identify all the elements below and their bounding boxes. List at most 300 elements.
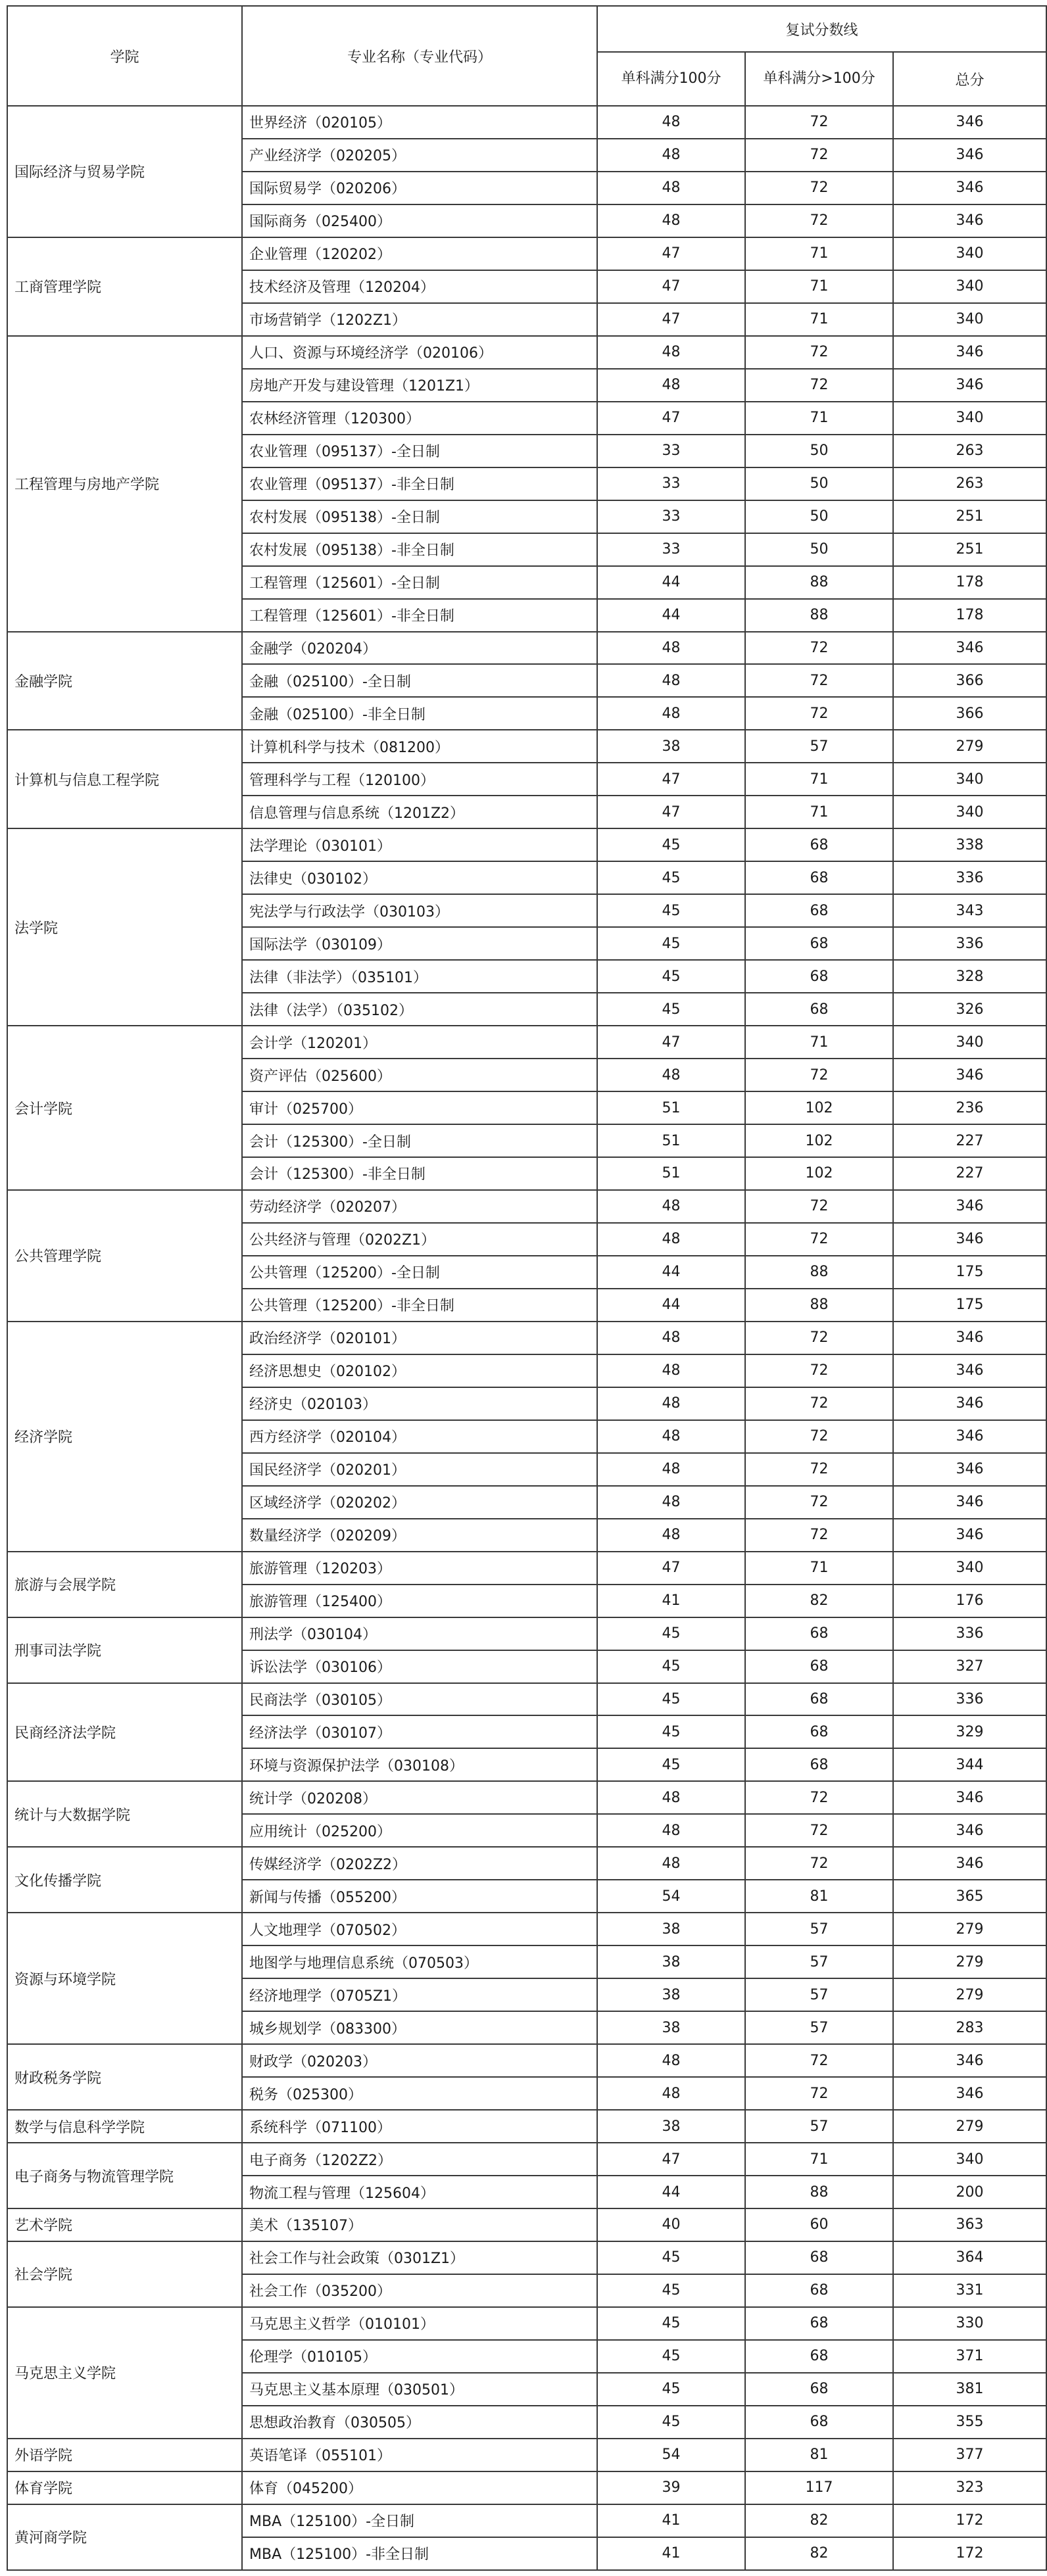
- single-gt100-cell: 50: [745, 467, 893, 500]
- single-gt100-cell: 57: [745, 1978, 893, 2011]
- major-cell: 区域经济学（020202）: [242, 1486, 597, 1519]
- single-100-cell: 51: [597, 1157, 745, 1190]
- single-100-cell: 45: [597, 1715, 745, 1748]
- single-gt100-cell: 68: [745, 1650, 893, 1683]
- single-100-cell: 48: [597, 1322, 745, 1354]
- college-cell: 资源与环境学院: [7, 1913, 242, 2044]
- single-gt100-cell: 72: [745, 697, 893, 730]
- single-gt100-cell: 71: [745, 402, 893, 435]
- total-cell: 363: [893, 2208, 1046, 2241]
- major-cell: 公共管理（125200）-全日制: [242, 1256, 597, 1289]
- header-score-group: 复试分数线: [597, 6, 1046, 52]
- major-cell: 工程管理（125601）-全日制: [242, 566, 597, 599]
- single-100-cell: 44: [597, 599, 745, 632]
- total-cell: 326: [893, 993, 1046, 1026]
- major-cell: 农业管理（095137）-非全日制: [242, 467, 597, 500]
- single-gt100-cell: 72: [745, 1190, 893, 1223]
- table-row: [7, 1847, 1046, 1880]
- major-cell: 数量经济学（020209）: [242, 1519, 597, 1552]
- major-cell: 财政学（020203）: [242, 2044, 597, 2077]
- total-cell: 340: [893, 763, 1046, 796]
- major-cell: 国民经济学（020201）: [242, 1453, 597, 1486]
- single-100-cell: 47: [597, 796, 745, 828]
- single-100-cell: 48: [597, 106, 745, 139]
- single-gt100-cell: 88: [745, 2176, 893, 2208]
- single-gt100-cell: 88: [745, 599, 893, 632]
- single-100-cell: 54: [597, 1880, 745, 1913]
- total-cell: 336: [893, 1683, 1046, 1716]
- major-cell: 农村发展（095138）-非全日制: [242, 533, 597, 566]
- single-100-cell: 45: [597, 2340, 745, 2373]
- single-100-cell: 45: [597, 828, 745, 861]
- single-gt100-cell: 68: [745, 861, 893, 894]
- major-cell: 旅游管理（125400）: [242, 1585, 597, 1617]
- total-cell: 346: [893, 1059, 1046, 1091]
- single-100-cell: 48: [597, 2077, 745, 2110]
- major-cell: 系统科学（071100）: [242, 2110, 597, 2143]
- total-cell: 175: [893, 1256, 1046, 1289]
- single-gt100-cell: 72: [745, 172, 893, 204]
- table-row: [7, 2307, 1046, 2340]
- single-100-cell: 47: [597, 303, 745, 336]
- total-cell: 330: [893, 2307, 1046, 2340]
- single-100-cell: 38: [597, 2110, 745, 2143]
- major-cell: 资产评估（025600）: [242, 1059, 597, 1091]
- single-gt100-cell: 82: [745, 2504, 893, 2537]
- total-cell: 327: [893, 1650, 1046, 1683]
- single-100-cell: 48: [597, 1354, 745, 1387]
- college-cell: 财政税务学院: [7, 2044, 242, 2110]
- college-cell: 艺术学院: [7, 2208, 242, 2241]
- total-cell: 279: [893, 1913, 1046, 1945]
- single-gt100-cell: 72: [745, 204, 893, 237]
- total-cell: 323: [893, 2471, 1046, 2504]
- total-cell: 366: [893, 664, 1046, 697]
- total-cell: 227: [893, 1157, 1046, 1190]
- single-gt100-cell: 72: [745, 1486, 893, 1519]
- single-gt100-cell: 68: [745, 2274, 893, 2307]
- single-gt100-cell: 57: [745, 1913, 893, 1945]
- single-100-cell: 48: [597, 664, 745, 697]
- table-row: [7, 1617, 1046, 1650]
- major-cell: 伦理学（010105）: [242, 2340, 597, 2373]
- total-cell: 263: [893, 435, 1046, 467]
- major-cell: 国际法学（030109）: [242, 927, 597, 960]
- total-cell: 283: [893, 2011, 1046, 2044]
- major-cell: 公共经济与管理（0202Z1）: [242, 1223, 597, 1256]
- major-cell: MBA（125100）-全日制: [242, 2504, 597, 2537]
- total-cell: 176: [893, 1585, 1046, 1617]
- header-single-gt100: 单科满分>100分: [745, 52, 893, 106]
- single-gt100-cell: 50: [745, 500, 893, 533]
- table-row: [7, 106, 1046, 139]
- single-100-cell: 48: [597, 1781, 745, 1814]
- single-100-cell: 38: [597, 730, 745, 763]
- single-gt100-cell: 71: [745, 2143, 893, 2176]
- single-gt100-cell: 68: [745, 894, 893, 927]
- single-100-cell: 45: [597, 2373, 745, 2406]
- major-cell: 农村发展（095138）-全日制: [242, 500, 597, 533]
- major-cell: 会计（125300）-全日制: [242, 1124, 597, 1157]
- major-cell: 国际贸易学（020206）: [242, 172, 597, 204]
- single-100-cell: 44: [597, 1289, 745, 1322]
- single-gt100-cell: 72: [745, 1453, 893, 1486]
- single-100-cell: 48: [597, 1453, 745, 1486]
- table-header: [7, 6, 1046, 106]
- single-gt100-cell: 72: [745, 1354, 893, 1387]
- major-cell: 会计学（120201）: [242, 1026, 597, 1059]
- major-cell: 社会工作（035200）: [242, 2274, 597, 2307]
- college-cell: 黄河商学院: [7, 2504, 242, 2570]
- college-cell: 金融学院: [7, 632, 242, 730]
- single-gt100-cell: 72: [745, 1519, 893, 1552]
- single-100-cell: 48: [597, 632, 745, 665]
- table-row: [7, 2110, 1046, 2143]
- table-row: [7, 828, 1046, 861]
- single-100-cell: 45: [597, 1683, 745, 1716]
- major-cell: 新闻与传播（055200）: [242, 1880, 597, 1913]
- single-100-cell: 41: [597, 2537, 745, 2570]
- major-cell: 公共管理（125200）-非全日制: [242, 1289, 597, 1322]
- major-cell: 法律（法学）（035102）: [242, 993, 597, 1026]
- single-100-cell: 45: [597, 861, 745, 894]
- single-100-cell: 41: [597, 2504, 745, 2537]
- major-cell: 宪法学与行政法学（030103）: [242, 894, 597, 927]
- total-cell: 377: [893, 2439, 1046, 2471]
- total-cell: 346: [893, 336, 1046, 369]
- single-gt100-cell: 68: [745, 1715, 893, 1748]
- major-cell: 统计学（020208）: [242, 1781, 597, 1814]
- header-major: 专业名称（专业代码）: [242, 6, 597, 106]
- single-gt100-cell: 68: [745, 2406, 893, 2439]
- total-cell: 336: [893, 861, 1046, 894]
- single-gt100-cell: 72: [745, 336, 893, 369]
- header-total: 总分: [893, 52, 1046, 106]
- total-cell: 346: [893, 1486, 1046, 1519]
- single-gt100-cell: 72: [745, 1387, 893, 1420]
- total-cell: 227: [893, 1124, 1046, 1157]
- single-gt100-cell: 88: [745, 1289, 893, 1322]
- college-cell: 工商管理学院: [7, 237, 242, 336]
- single-gt100-cell: 57: [745, 1945, 893, 1978]
- college-cell: 计算机与信息工程学院: [7, 730, 242, 828]
- single-gt100-cell: 50: [745, 435, 893, 467]
- major-cell: 民商法学（030105）: [242, 1683, 597, 1716]
- total-cell: 346: [893, 1354, 1046, 1387]
- total-cell: 346: [893, 172, 1046, 204]
- single-gt100-cell: 72: [745, 1420, 893, 1453]
- single-gt100-cell: 72: [745, 1781, 893, 1814]
- college-cell: 国际经济与贸易学院: [7, 106, 242, 237]
- single-100-cell: 45: [597, 2406, 745, 2439]
- major-cell: 企业管理（120202）: [242, 237, 597, 270]
- college-cell: 经济学院: [7, 1322, 242, 1552]
- major-cell: 金融（025100）-全日制: [242, 664, 597, 697]
- college-cell: 民商经济法学院: [7, 1683, 242, 1782]
- single-gt100-cell: 72: [745, 1322, 893, 1354]
- table-body: [7, 106, 1046, 2570]
- single-100-cell: 45: [597, 2241, 745, 2274]
- single-100-cell: 48: [597, 1847, 745, 1880]
- single-gt100-cell: 57: [745, 2011, 893, 2044]
- single-100-cell: 47: [597, 1026, 745, 1059]
- single-gt100-cell: 71: [745, 796, 893, 828]
- single-100-cell: 48: [597, 1387, 745, 1420]
- major-cell: 法律（非法学）（035101）: [242, 960, 597, 993]
- single-gt100-cell: 81: [745, 2439, 893, 2471]
- single-100-cell: 41: [597, 1585, 745, 1617]
- single-gt100-cell: 81: [745, 1880, 893, 1913]
- major-cell: 马克思主义基本原理（030501）: [242, 2373, 597, 2406]
- total-cell: 346: [893, 1387, 1046, 1420]
- total-cell: 346: [893, 1223, 1046, 1256]
- total-cell: 172: [893, 2537, 1046, 2570]
- single-100-cell: 48: [597, 369, 745, 402]
- major-cell: 人文地理学（070502）: [242, 1913, 597, 1945]
- major-cell: 传媒经济学（0202Z2）: [242, 1847, 597, 1880]
- total-cell: 340: [893, 237, 1046, 270]
- major-cell: 西方经济学（020104）: [242, 1420, 597, 1453]
- single-gt100-cell: 72: [745, 1814, 893, 1847]
- single-gt100-cell: 68: [745, 1683, 893, 1716]
- major-cell: 城乡规划学（083300）: [242, 2011, 597, 2044]
- header-single-100: 单科满分100分: [597, 52, 745, 106]
- single-gt100-cell: 60: [745, 2208, 893, 2241]
- major-cell: 体育（045200）: [242, 2471, 597, 2504]
- single-100-cell: 38: [597, 1945, 745, 1978]
- single-100-cell: 48: [597, 2044, 745, 2077]
- major-cell: 国际商务（025400）: [242, 204, 597, 237]
- major-cell: 审计（025700）: [242, 1091, 597, 1124]
- single-gt100-cell: 72: [745, 664, 893, 697]
- single-gt100-cell: 72: [745, 1847, 893, 1880]
- major-cell: 税务（025300）: [242, 2077, 597, 2110]
- total-cell: 340: [893, 270, 1046, 303]
- major-cell: 刑法学（030104）: [242, 1617, 597, 1650]
- total-cell: 346: [893, 1814, 1046, 1847]
- single-100-cell: 45: [597, 894, 745, 927]
- college-cell: 文化传播学院: [7, 1847, 242, 1913]
- total-cell: 346: [893, 1190, 1046, 1223]
- table-row: [7, 336, 1046, 369]
- total-cell: 346: [893, 369, 1046, 402]
- single-100-cell: 39: [597, 2471, 745, 2504]
- major-cell: 房地产开发与建设管理（1201Z1）: [242, 369, 597, 402]
- total-cell: 366: [893, 697, 1046, 730]
- total-cell: 178: [893, 566, 1046, 599]
- total-cell: 364: [893, 2241, 1046, 2274]
- total-cell: 346: [893, 139, 1046, 172]
- major-cell: 政治经济学（020101）: [242, 1322, 597, 1354]
- college-cell: 社会学院: [7, 2241, 242, 2307]
- table-row: [7, 237, 1046, 270]
- major-cell: 经济法学（030107）: [242, 1715, 597, 1748]
- single-gt100-cell: 68: [745, 927, 893, 960]
- single-gt100-cell: 72: [745, 1223, 893, 1256]
- single-100-cell: 48: [597, 1059, 745, 1091]
- college-cell: 公共管理学院: [7, 1190, 242, 1322]
- single-100-cell: 47: [597, 763, 745, 796]
- single-gt100-cell: 88: [745, 1256, 893, 1289]
- major-cell: 计算机科学与技术（081200）: [242, 730, 597, 763]
- single-100-cell: 33: [597, 435, 745, 467]
- single-gt100-cell: 50: [745, 533, 893, 566]
- major-cell: 世界经济（020105）: [242, 106, 597, 139]
- total-cell: 279: [893, 730, 1046, 763]
- single-100-cell: 44: [597, 2176, 745, 2208]
- single-100-cell: 45: [597, 2274, 745, 2307]
- table-row: [7, 1683, 1046, 1716]
- single-100-cell: 45: [597, 1748, 745, 1781]
- college-cell: 会计学院: [7, 1026, 242, 1190]
- total-cell: 365: [893, 1880, 1046, 1913]
- total-cell: 331: [893, 2274, 1046, 2307]
- major-cell: 金融学（020204）: [242, 632, 597, 665]
- major-cell: 金融（025100）-非全日制: [242, 697, 597, 730]
- single-100-cell: 47: [597, 402, 745, 435]
- single-gt100-cell: 71: [745, 303, 893, 336]
- single-gt100-cell: 57: [745, 730, 893, 763]
- single-100-cell: 48: [597, 1519, 745, 1552]
- total-cell: 346: [893, 106, 1046, 139]
- total-cell: 346: [893, 632, 1046, 665]
- single-gt100-cell: 72: [745, 369, 893, 402]
- major-cell: 劳动经济学（020207）: [242, 1190, 597, 1223]
- major-cell: 电子商务（1202Z2）: [242, 2143, 597, 2176]
- total-cell: 346: [893, 1322, 1046, 1354]
- major-cell: 思想政治教育（030505）: [242, 2406, 597, 2439]
- single-gt100-cell: 71: [745, 1552, 893, 1585]
- major-cell: 农业管理（095137）-全日制: [242, 435, 597, 467]
- single-gt100-cell: 72: [745, 2044, 893, 2077]
- total-cell: 346: [893, 1453, 1046, 1486]
- total-cell: 340: [893, 2143, 1046, 2176]
- total-cell: 200: [893, 2176, 1046, 2208]
- table-row: [7, 2044, 1046, 2077]
- major-cell: 环境与资源保护法学（030108）: [242, 1748, 597, 1781]
- table-row: [7, 1552, 1046, 1585]
- header-college: 学院: [7, 6, 242, 106]
- total-cell: 263: [893, 467, 1046, 500]
- single-gt100-cell: 68: [745, 1617, 893, 1650]
- total-cell: 336: [893, 1617, 1046, 1650]
- single-100-cell: 48: [597, 1486, 745, 1519]
- total-cell: 172: [893, 2504, 1046, 2537]
- single-100-cell: 47: [597, 1552, 745, 1585]
- total-cell: 340: [893, 1026, 1046, 1059]
- single-100-cell: 48: [597, 1814, 745, 1847]
- single-100-cell: 54: [597, 2439, 745, 2471]
- major-cell: 经济思想史（020102）: [242, 1354, 597, 1387]
- single-100-cell: 45: [597, 960, 745, 993]
- major-cell: 马克思主义哲学（010101）: [242, 2307, 597, 2340]
- single-gt100-cell: 68: [745, 2307, 893, 2340]
- single-100-cell: 47: [597, 237, 745, 270]
- major-cell: 农林经济管理（120300）: [242, 402, 597, 435]
- table-row: [7, 1026, 1046, 1059]
- table-row: [7, 632, 1046, 665]
- major-cell: 经济史（020103）: [242, 1387, 597, 1420]
- total-cell: 371: [893, 2340, 1046, 2373]
- single-gt100-cell: 68: [745, 993, 893, 1026]
- single-gt100-cell: 68: [745, 960, 893, 993]
- major-cell: 物流工程与管理（125604）: [242, 2176, 597, 2208]
- single-gt100-cell: 71: [745, 763, 893, 796]
- college-cell: 工程管理与房地产学院: [7, 336, 242, 632]
- total-cell: 279: [893, 1978, 1046, 2011]
- major-cell: 美术（135107）: [242, 2208, 597, 2241]
- total-cell: 340: [893, 303, 1046, 336]
- total-cell: 346: [893, 1519, 1046, 1552]
- single-100-cell: 45: [597, 2307, 745, 2340]
- total-cell: 328: [893, 960, 1046, 993]
- single-gt100-cell: 72: [745, 106, 893, 139]
- total-cell: 346: [893, 2077, 1046, 2110]
- table-row: [7, 2504, 1046, 2537]
- total-cell: 175: [893, 1289, 1046, 1322]
- single-gt100-cell: 82: [745, 2537, 893, 2570]
- table-row: [7, 2143, 1046, 2176]
- single-gt100-cell: 117: [745, 2471, 893, 2504]
- major-cell: 经济地理学（0705Z1）: [242, 1978, 597, 2011]
- retest-score-table: [7, 5, 1047, 2571]
- table-row: [7, 2208, 1046, 2241]
- total-cell: 236: [893, 1091, 1046, 1124]
- major-cell: 信息管理与信息系统（1201Z2）: [242, 796, 597, 828]
- total-cell: 340: [893, 402, 1046, 435]
- single-100-cell: 38: [597, 1978, 745, 2011]
- single-gt100-cell: 68: [745, 2373, 893, 2406]
- major-cell: 旅游管理（120203）: [242, 1552, 597, 1585]
- single-gt100-cell: 102: [745, 1157, 893, 1190]
- single-100-cell: 48: [597, 1223, 745, 1256]
- table-row: [7, 1322, 1046, 1354]
- college-cell: 刑事司法学院: [7, 1617, 242, 1683]
- major-cell: 人口、资源与环境经济学（020106）: [242, 336, 597, 369]
- total-cell: 346: [893, 1420, 1046, 1453]
- single-100-cell: 51: [597, 1124, 745, 1157]
- total-cell: 178: [893, 599, 1046, 632]
- major-cell: 诉讼法学（030106）: [242, 1650, 597, 1683]
- total-cell: 251: [893, 500, 1046, 533]
- table-row: [7, 1190, 1046, 1223]
- college-cell: 电子商务与物流管理学院: [7, 2143, 242, 2208]
- major-cell: MBA（125100）-非全日制: [242, 2537, 597, 2570]
- major-cell: 法学理论（030101）: [242, 828, 597, 861]
- college-cell: 统计与大数据学院: [7, 1781, 242, 1847]
- major-cell: 地图学与地理信息系统（070503）: [242, 1945, 597, 1978]
- single-100-cell: 45: [597, 927, 745, 960]
- major-cell: 技术经济及管理（120204）: [242, 270, 597, 303]
- single-100-cell: 44: [597, 1256, 745, 1289]
- college-cell: 体育学院: [7, 2471, 242, 2504]
- single-gt100-cell: 72: [745, 139, 893, 172]
- single-gt100-cell: 68: [745, 2241, 893, 2274]
- total-cell: 336: [893, 927, 1046, 960]
- total-cell: 346: [893, 1847, 1046, 1880]
- major-cell: 法律史（030102）: [242, 861, 597, 894]
- total-cell: 329: [893, 1715, 1046, 1748]
- table-row: [7, 1781, 1046, 1814]
- college-cell: 法学院: [7, 828, 242, 1026]
- single-100-cell: 48: [597, 204, 745, 237]
- total-cell: 338: [893, 828, 1046, 861]
- table-row: [7, 1913, 1046, 1945]
- single-100-cell: 45: [597, 993, 745, 1026]
- single-100-cell: 47: [597, 2143, 745, 2176]
- total-cell: 251: [893, 533, 1046, 566]
- total-cell: 279: [893, 2110, 1046, 2143]
